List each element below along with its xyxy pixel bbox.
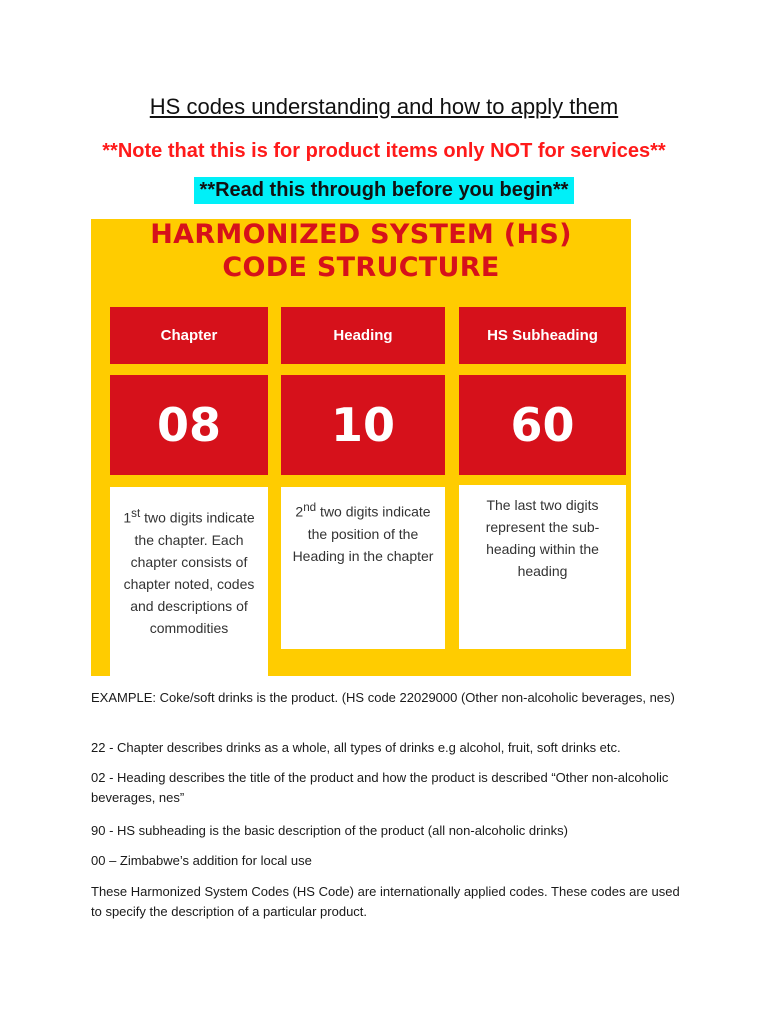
graphic-title-line1: HARMONIZED SYSTEM (HS) [150,219,572,250]
read-notice: **Read this through before you begin** [194,177,575,204]
chapter-digits: 08 [110,375,268,475]
heading-desc-ordinal: 2 [295,503,304,520]
local-addition-explanation: 00 – Zimbabwe’s addition for local use [91,853,312,868]
example-paragraph: EXAMPLE: Coke/soft drinks is the product. (HS code 22029000 (Other non-alcoholic beverages, nes) [91,690,675,705]
hs-structure-graphic [91,219,631,676]
closing-paragraph: These Harmonized System Codes (HS Code) are internationally applied codes. These codes are used to specify the description of a particular product. [91,884,680,919]
subheading-explanation: 90 - HS subheading is the basic description of the product (all non-alcoholic drinks) [91,823,568,838]
heading-description [281,487,445,649]
graphic-title-line2: CODE STRUCTURE [222,252,500,283]
heading-desc-suffix: nd [303,501,317,514]
heading-explanation: 02 - Heading describes the title of the product and how the product is described “Other non-alcoholic beverages, nes” [91,770,669,805]
page-title: HS codes understanding and how to apply them [149,94,619,119]
chapter-description [110,487,268,676]
heading-desc-text: two digits indicate the position of the Heading in the chapter [292,503,434,564]
services-note: **Note that this is for product items only NOT for services** [102,140,666,162]
chapter-desc-suffix: st [131,507,141,520]
heading-label: Heading [281,307,445,364]
chapter-explanation: 22 - Chapter describes drinks as a whole, all types of drinks e.g alcohol, fruit, soft drinks etc. [91,740,621,755]
subheading-label: HS Subheading [459,307,626,364]
subheading-description: The last two digits represent the sub-heading within the heading [459,485,626,649]
chapter-label: Chapter [110,307,268,364]
heading-digits: 10 [281,375,445,475]
read-notice-wrap [0,177,768,204]
subheading-digits: 60 [459,375,626,475]
chapter-desc-ordinal: 1 [123,509,132,526]
chapter-desc-text: two digits indicate the chapter. Each chapter consists of chapter noted, codes and descriptions of commodities [123,509,255,636]
